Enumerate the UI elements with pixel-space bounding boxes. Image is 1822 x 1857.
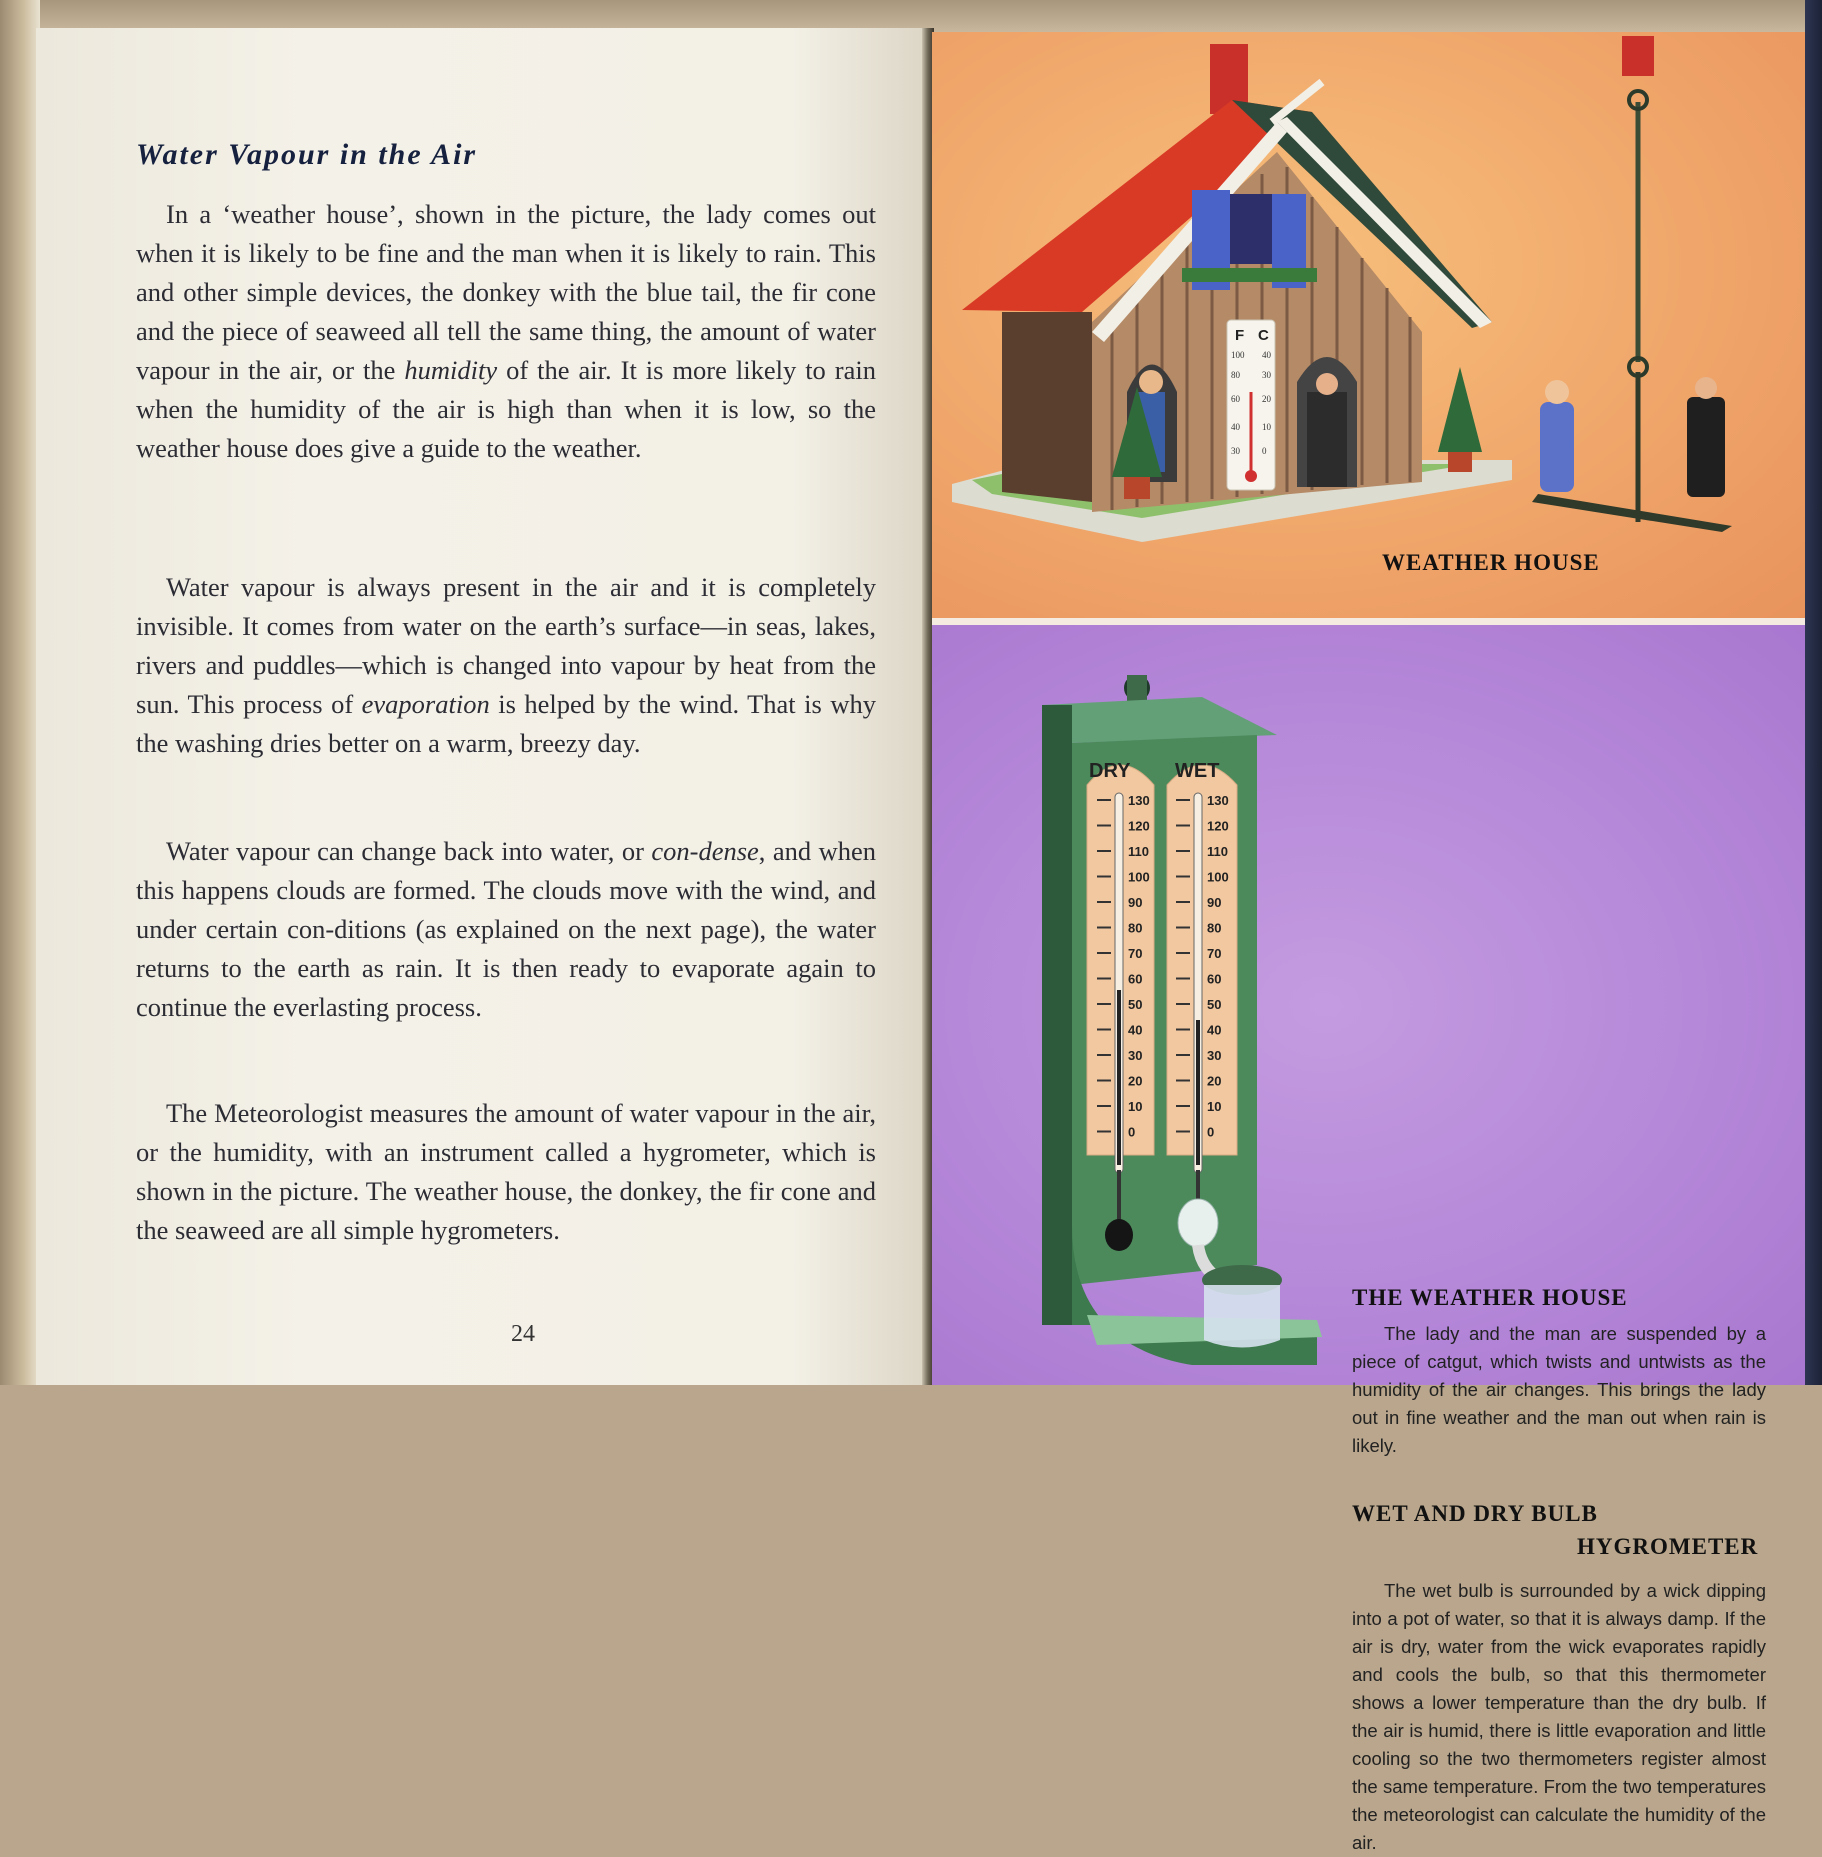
- scale-tick-label: 80: [1207, 920, 1222, 936]
- f-tick-label: 80: [1231, 370, 1240, 380]
- scale-tick-label: 40: [1207, 1022, 1222, 1038]
- paragraph-text: , and when this happens clouds are formed. The clouds move with the wind, and under certain con-ditions (as explained on the next page), the water returns to the earth as rain. It is then ready to evaporate again to continue the everlasting process.: [136, 836, 876, 1022]
- c-tick-label: 30: [1262, 370, 1271, 380]
- lady-head: [1139, 370, 1163, 394]
- cover-edge-left: [0, 0, 40, 1385]
- suspension-bar: [1532, 494, 1732, 532]
- hygrometer-heading-line1: WET AND DRY BULB: [1352, 1501, 1598, 1526]
- paragraph-weather-house: [136, 195, 876, 468]
- backboard-edge: [1042, 705, 1072, 1325]
- window-box: [1182, 268, 1317, 282]
- weather-house-illustration: [932, 32, 1807, 618]
- scale-tick-label: 20: [1207, 1073, 1222, 1089]
- dry-bulb: [1105, 1219, 1133, 1251]
- paragraph-text: The Meteorologist measures the amount of water vapour in the air, or the humidity, with an instrument called a hygrometer, which is shown in the picture. The weather house, the donkey, the fir cone and the seaweed are all simple hygrometers.: [136, 1098, 876, 1245]
- weather-house-panel: [932, 32, 1807, 618]
- f-tick-label: 60: [1231, 394, 1240, 404]
- man-head: [1316, 373, 1338, 395]
- scale-tick-label: 50: [1128, 997, 1143, 1012]
- hygrometer-panel: [932, 625, 1807, 1853]
- italic-term: evaporation: [361, 689, 490, 719]
- paragraph-text: In a ‘weather house’, shown in the picture, the lady comes out when it is likely to be fine and the man when it is likely to rain. This and other simple devices, the donkey with the blue tail, the fir cone and the piece of seaweed all tell the same thing, the amount of water vapour in the air, or the: [136, 199, 876, 385]
- scale-tick-label: 130: [1207, 793, 1229, 808]
- water-pot: [1204, 1285, 1280, 1348]
- f-tick-label: 30: [1231, 446, 1240, 456]
- weather-house-caption: WEATHER HOUSE: [1382, 550, 1600, 575]
- scale-tick-label: 0: [1207, 1124, 1215, 1140]
- hygrometer-illustration: [932, 625, 1352, 1385]
- left-page: [36, 28, 926, 1385]
- fahrenheit-label: F: [1235, 327, 1245, 344]
- scale-tick-label: 90: [1128, 895, 1143, 910]
- celsius-label: C: [1258, 327, 1269, 344]
- tree-pot-left: [1124, 477, 1150, 499]
- weather-house-text: The lady and the man are suspended by a piece of catgut, which twists and untwists as the humidity of the air changes. This brings the lady out in fine weather and the man out when rain is likely.: [1352, 1323, 1766, 1456]
- hygrometer-description: [1352, 1577, 1766, 1857]
- scale-tick-label: 110: [1128, 844, 1149, 859]
- scale-tick-label: 10: [1207, 1099, 1222, 1114]
- scale-tick-label: 120: [1207, 818, 1229, 834]
- wet-label: WET: [1175, 760, 1220, 782]
- wet-mercury: [1196, 1020, 1200, 1165]
- italic-term: humidity: [404, 355, 498, 385]
- scale-tick-label: 100: [1207, 869, 1229, 885]
- panel-divider: [932, 618, 1807, 625]
- scale-tick-label: 70: [1207, 946, 1222, 961]
- lady-figure-head: [1545, 380, 1569, 404]
- tree-pot-right: [1448, 452, 1472, 472]
- paragraph-text: Water vapour is always present in the air and it is completely invisible. It comes from water on the earth’s surface—in seas, lakes, rivers and puddles—which is changed into vapour by heat from the sun. This process of: [136, 572, 876, 719]
- f-tick-label: 40: [1231, 422, 1240, 432]
- man-figure-head: [1695, 377, 1717, 399]
- weather-house-description: [1352, 1320, 1766, 1460]
- right-page: [932, 32, 1807, 1853]
- cover-edge-right: [1805, 0, 1822, 1385]
- scale-tick-label: 30: [1128, 1048, 1143, 1063]
- scale-tick-label: 10: [1128, 1099, 1143, 1114]
- c-tick-label: 0: [1262, 446, 1267, 456]
- weather-house-heading: THE WEATHER HOUSE: [1352, 1285, 1628, 1310]
- scale-tick-label: 60: [1128, 971, 1143, 987]
- man-figure-house: [1307, 392, 1347, 487]
- window: [1230, 194, 1272, 264]
- paragraph-condensation: [136, 832, 876, 1027]
- scale-tick-label: 70: [1128, 946, 1143, 961]
- dry-label: DRY: [1089, 760, 1131, 782]
- wet-bulb-wick: [1178, 1199, 1218, 1247]
- paragraph-text: of the air. It is more likely to rain when the humidity of the air is high than when it is low, so the weather house does give a guide to the weather.: [136, 355, 876, 463]
- c-tick-label: 40: [1262, 350, 1271, 360]
- scale-tick-label: 110: [1207, 844, 1228, 859]
- c-tick-label: 10: [1262, 422, 1271, 432]
- scale-tick-label: 60: [1207, 971, 1222, 987]
- house-side-wall: [1002, 312, 1092, 502]
- scale-tick-label: 90: [1207, 895, 1222, 910]
- page-title: Water Vapour in the Air: [136, 138, 478, 171]
- paragraph-text: Water vapour can change back into water, or: [166, 836, 652, 866]
- paragraph-text: is helped by the wind. That is why the washing dries better on a warm, breezy day.: [136, 689, 876, 758]
- fir-tree-right: [1438, 367, 1482, 452]
- scale-tick-label: 50: [1207, 997, 1222, 1012]
- italic-term: con-dense: [651, 836, 759, 866]
- scale-tick-label: 130: [1128, 793, 1150, 808]
- c-tick-label: 20: [1262, 394, 1271, 404]
- f-tick-label: 100: [1231, 350, 1245, 360]
- scale-tick-label: 40: [1128, 1022, 1143, 1038]
- scale-tick-label: 0: [1128, 1124, 1136, 1140]
- hygrometer-text: The wet bulb is surrounded by a wick dipping into a pot of water, so that it is always damp. If the air is dry, water from the wick evaporates rapidly and cools the bulb, so that this thermometer shows a lower temperature than the dry bulb. If the air is humid, there is little evaporation and little cooling so the two thermometers register almost the same temperature. From the two temperatures the meteorologist can calculate the humidity of the air.: [1352, 1580, 1766, 1853]
- thermometer-bulb: [1245, 470, 1257, 482]
- man-figure: [1687, 397, 1725, 497]
- scale-tick-label: 20: [1128, 1073, 1143, 1089]
- hygrometer-heading-line2: HYGROMETER: [1577, 1534, 1759, 1559]
- dry-mercury: [1117, 990, 1121, 1165]
- hanger-block: [1622, 36, 1654, 76]
- lady-figure: [1540, 402, 1574, 492]
- paragraph-evaporation: [136, 568, 876, 763]
- scale-tick-label: 120: [1128, 818, 1150, 834]
- page-number: 24: [511, 1321, 535, 1347]
- scale-tick-label: 100: [1128, 869, 1150, 885]
- scale-tick-label: 30: [1207, 1048, 1222, 1063]
- paragraph-hygrometer: [136, 1094, 876, 1250]
- scale-tick-label: 80: [1128, 920, 1143, 936]
